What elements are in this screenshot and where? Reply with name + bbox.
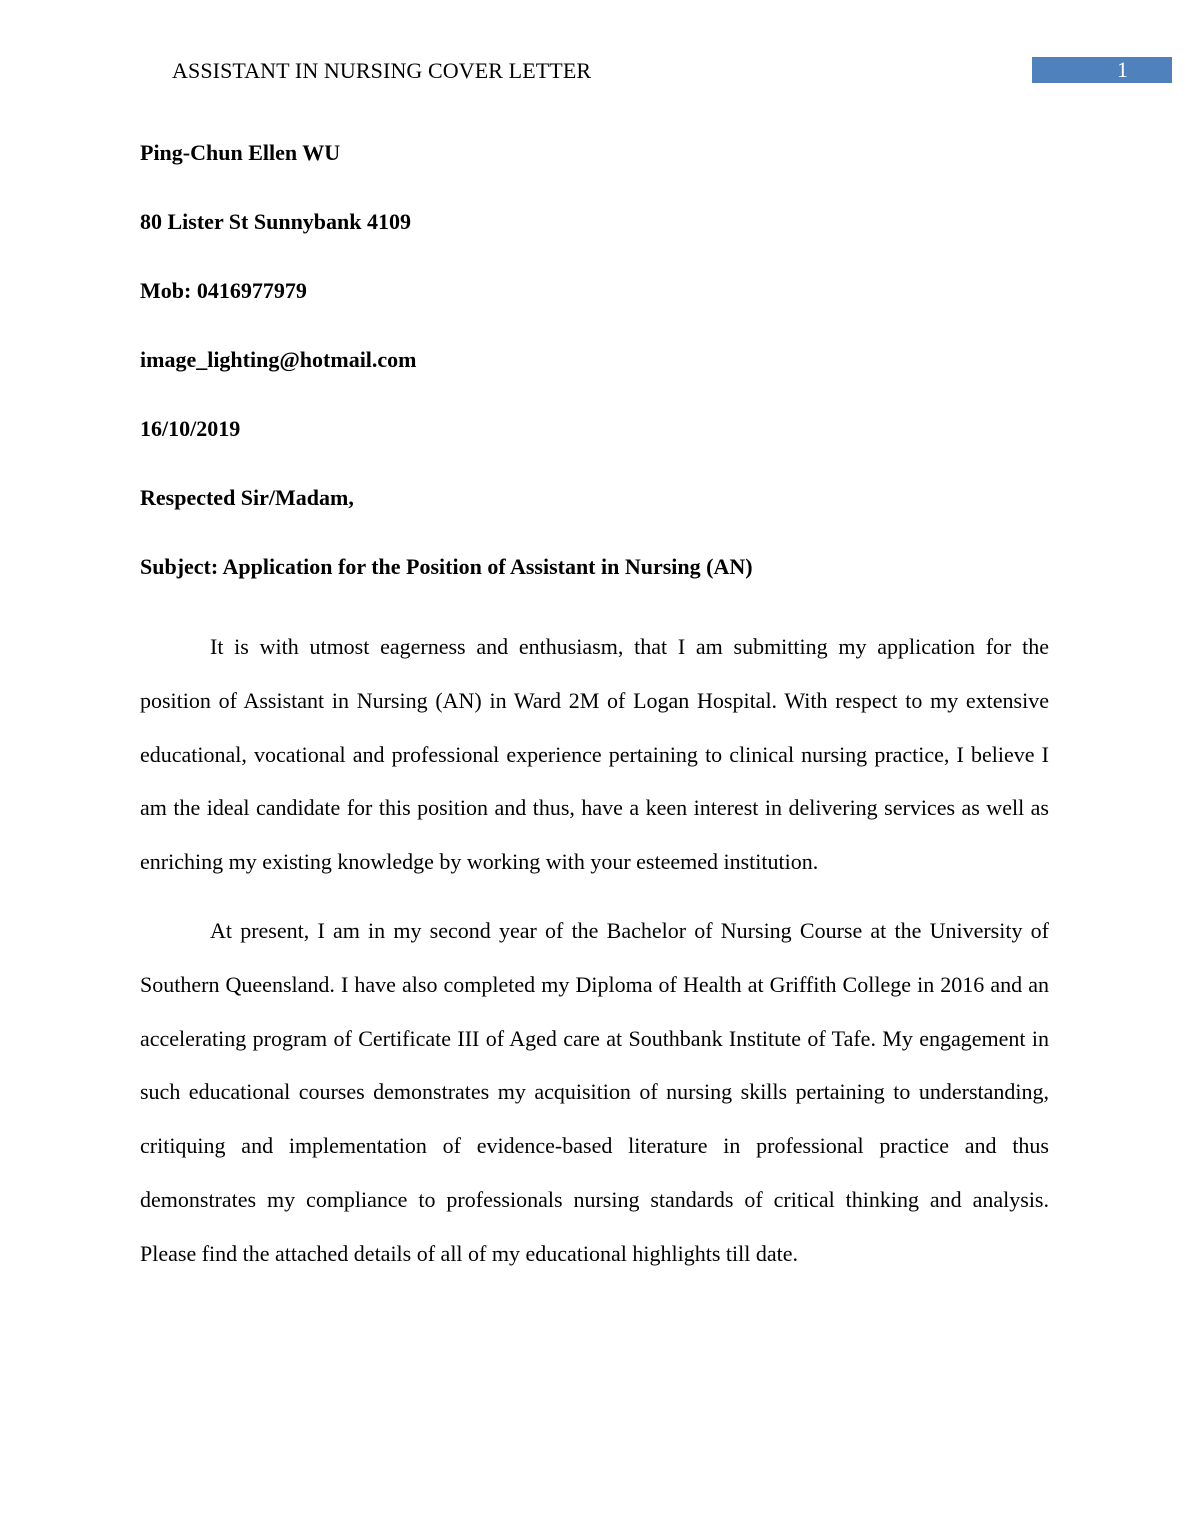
body-paragraph-2: At present, I am in my second year of the Bachelor of Nursing Course at the University of Southern Queensland. I have also completed my Diploma of Health at Griffith College in 2016 and an accelerating program of Certificate III of Aged care at Southbank Institute of Tafe. My engagement in such educational courses demonstrates my acquisition of nursing skills pertaining to understanding, critiquing and implementation of evidence-based literature in professional practice and thus demonstrates my compliance to professionals nursing standards of critical thinking and analysis. Please find the attached details of all of my educational highlights till date. bbox=[140, 917, 1049, 1266]
letter-date: 16/10/2019 bbox=[140, 416, 241, 441]
sender-mobile: Mob: 0416977979 bbox=[140, 278, 307, 303]
running-head: ASSISTANT IN NURSING COVER LETTER bbox=[172, 58, 592, 83]
page-number: 1 bbox=[1117, 57, 1128, 82]
sender-email: image_lighting@hotmail.com bbox=[140, 347, 417, 372]
sender-name: Ping-Chun Ellen WU bbox=[140, 140, 341, 165]
salutation: Respected Sir/Madam, bbox=[140, 485, 354, 510]
sender-address: 80 Lister St Sunnybank 4109 bbox=[140, 209, 412, 234]
subject-line: Subject: Application for the Position of Assistant in Nursing (AN) bbox=[140, 554, 753, 579]
page-number-box bbox=[1032, 57, 1172, 83]
body-paragraph-1: It is with utmost eagerness and enthusiasm, that I am submitting my application for the position of Assistant in Nursing (AN) in Ward 2M of Logan Hospital. With respect to my extensive educational, vocational and professional experience pertaining to clinical nursing practice, I believe I am the ideal candidate for this position and thus, have a keen interest in delivering services as well as enriching my existing knowledge by working with your esteemed institution. bbox=[140, 634, 1049, 875]
letter-body bbox=[140, 138, 1049, 1296]
